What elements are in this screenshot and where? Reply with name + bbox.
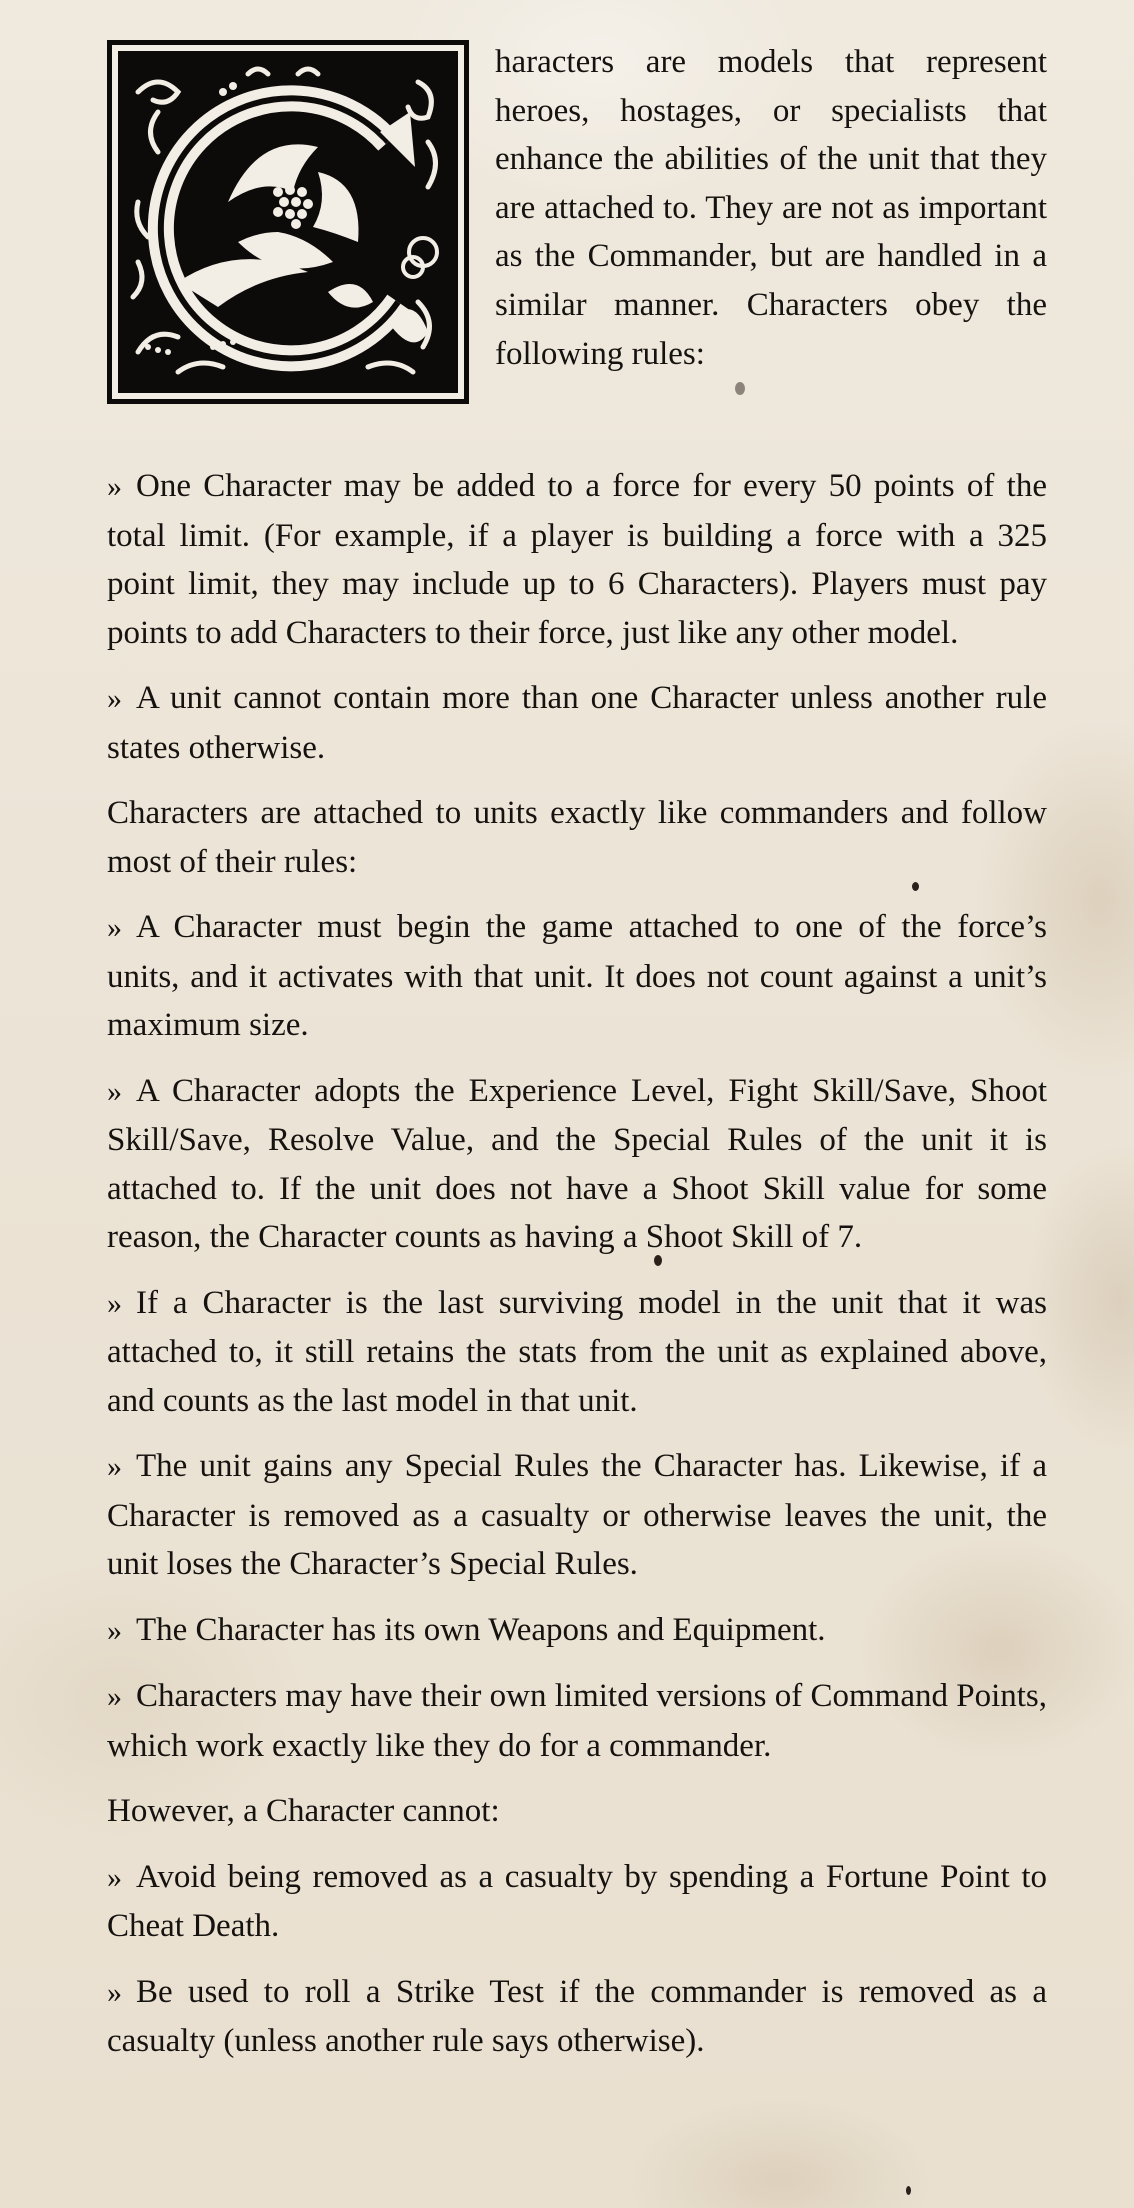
bullet-icon: » [107,1975,122,2009]
rule-item [107,674,1047,772]
bullet-icon: » [107,1074,122,1108]
ink-speck [912,882,919,891]
rules-body [107,462,1047,2083]
rule-item [107,1279,1047,1426]
bullet-icon: » [107,911,122,944]
rule-text: One Character may be added to a force for every 50 points of the total limit. (For example, if a player is building a force with a 325 point limit, they may include up to 6 Characters). Players must pay points to add Characters to their force, just like any other model. [107,468,1047,651]
ink-speck [654,1255,662,1266]
bullet-icon: » [107,682,122,715]
rule-text: The unit gains any Special Rules the Character has. Likewise, if a Character is removed as a casualty or otherwise leaves the unit, the unit loses the Character’s Special Rules. [107,1448,1047,1582]
bullet-icon: » [107,1450,122,1483]
rule-item [107,1067,1047,1262]
bullet-icon: » [107,1613,122,1647]
rule-text: Avoid being removed as a casualty by spending a Fortune Point to Cheat Death. [107,1858,1047,1944]
plain-paragraph: However, a Character cannot: [107,1793,500,1829]
document-page [107,0,1047,2059]
dropcap-c-illustration [107,40,469,404]
bullet-icon: » [107,470,122,503]
rule-item [107,1853,1047,1951]
bullet-icon: » [107,1680,122,1713]
rule-item [107,1442,1047,1589]
plain-paragraph: Characters are attached to units exactly like commanders and follow most of their rules: [107,795,1047,880]
rule-text: If a Character is the last surviving model in the unit that it was attached to, it still retains the stats from the unit as explained above, and counts as the last model in that unit. [107,1284,1047,1419]
intro-paragraph: haracters are models that represent heroes, hostages, or specialists that enhance the abilities of the unit that they are attached to. They are not as important as the Commander, but are handled in a similar manner. Characters obey the following rules: [495,44,1047,372]
rule-text: Characters may have their own limited versions of Command Points, which work exactly like they do for a commander. [107,1678,1047,1764]
bullet-icon: » [107,1286,122,1320]
rule-item [107,903,1047,1050]
rule-text: A Character must begin the game attached to one of the force’s units, and it activates with that unit. It does not count against a unit’s maximum size. [107,909,1047,1043]
rule-text: Be used to roll a Strike Test if the commander is removed as a casualty (unless another rule says otherwise). [107,1973,1047,2059]
rule-text: A Character adopts the Experience Level, Fight Skill/Save, Shoot Skill/Save, Resolve Value, and the Special Rules of the unit it is attached to. If the unit does not have a Shoot Skill value for some reason, the Character counts as having a Shoot Skill of 7. [107,1072,1047,1255]
ink-speck [735,382,745,395]
rule-item [107,1606,1047,1656]
rule-text: A unit cannot contain more than one Character unless another rule states otherwise. [107,680,1047,766]
rule-item [107,462,1047,657]
dropcap-ornament-icon [118,51,458,393]
rule-item [107,1672,1047,1770]
intro-section [107,0,1047,420]
ink-speck [906,2186,911,2195]
rule-item [107,1968,1047,2066]
bullet-icon: » [107,1860,122,1894]
rule-text: The Character has its own Weapons and Equipment. [136,1611,826,1648]
